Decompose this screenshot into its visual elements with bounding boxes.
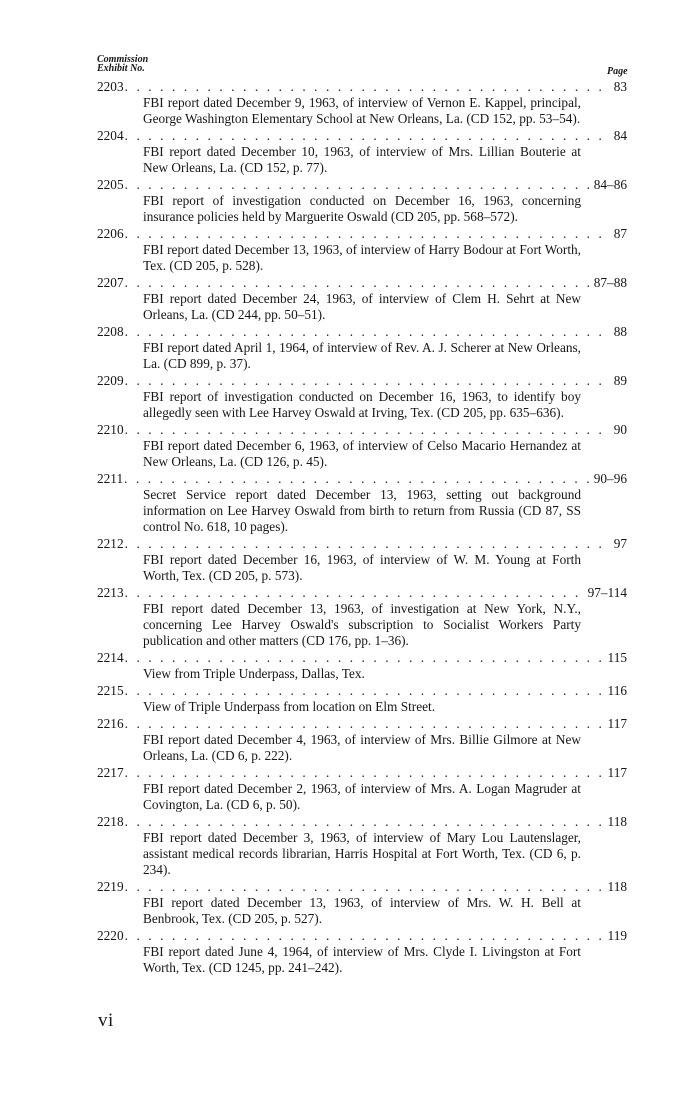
exhibit-number: 2218	[97, 814, 124, 829]
exhibit-number: 2208	[97, 324, 124, 339]
dot-leader	[125, 682, 604, 699]
exhibit-number: 2213	[97, 585, 124, 600]
dot-leader	[124, 470, 590, 487]
exhibit-entry	[97, 764, 627, 813]
dot-leader	[125, 764, 604, 781]
exhibit-number: 2204	[97, 128, 124, 143]
exhibit-entry	[97, 372, 627, 421]
page-reference: 84	[613, 128, 627, 143]
exhibit-description: FBI report dated December 24, 1963, of interview of Clem H. Sehrt at New Orleans, La. (CD 244, pp. 50–51).	[143, 291, 581, 322]
column-header-exhibit-line2: Exhibit No.	[97, 63, 145, 74]
dot-leader	[125, 813, 604, 830]
exhibit-description: FBI report dated December 16, 1963, of interview of W. M. Young at Forth Worth, Tex. (CD 205, p. 573).	[143, 552, 581, 583]
exhibit-number: 2219	[97, 879, 124, 894]
exhibit-entry	[97, 78, 627, 127]
exhibit-number: 2214	[97, 650, 124, 665]
dot-leader	[125, 649, 604, 666]
exhibit-number: 2205	[97, 177, 124, 192]
page-reference: 117	[607, 765, 627, 780]
exhibit-entry	[97, 323, 627, 372]
exhibit-number: 2215	[97, 683, 124, 698]
page-reference: 119	[607, 928, 627, 943]
exhibit-entry	[97, 927, 627, 976]
column-header-exhibit	[97, 55, 148, 73]
exhibit-description: FBI report dated December 4, 1963, of interview of Mrs. Billie Gilmore at New Orleans, La. (CD 6, p. 222).	[143, 732, 581, 763]
exhibit-description: View from Triple Underpass, Dallas, Tex.	[143, 666, 365, 681]
page-reference: 83	[613, 79, 627, 94]
exhibit-entry	[97, 274, 627, 323]
exhibit-description: View of Triple Underpass from location on Elm Street.	[143, 699, 436, 714]
page-reference: 89	[613, 373, 627, 388]
exhibit-number: 2209	[97, 373, 124, 388]
exhibit-description: FBI report dated December 6, 1963, of interview of Celso Macario Hernandez at New Orleans, La. (CD 126, p. 45).	[143, 438, 581, 469]
exhibit-number: 2220	[97, 928, 124, 943]
exhibit-number: 2207	[97, 275, 124, 290]
exhibit-entry-heading	[97, 225, 627, 242]
exhibit-entry	[97, 127, 627, 176]
page-reference: 87–88	[593, 275, 627, 290]
dot-leader	[125, 225, 610, 242]
exhibit-entry-heading	[97, 584, 627, 601]
exhibit-description: FBI report dated April 1, 1964, of interview of Rev. A. J. Scherer at New Orleans, La. (CD 899, p. 37).	[143, 340, 581, 371]
exhibit-entry	[97, 878, 627, 927]
exhibit-number: 2212	[97, 536, 124, 551]
exhibit-number: 2217	[97, 765, 124, 780]
exhibit-entry	[97, 813, 627, 878]
exhibit-description: FBI report dated December 9, 1963, of interview of Vernon E. Kappel, principal, George Washington Elementary School at New Orleans, La. (CD 152, pp. 53–54).	[143, 95, 581, 126]
exhibit-description: FBI report dated December 3, 1963, of interview of Mary Lou Lautenslager, assistant medical records librarian, Harris Hospital at Fort Worth, Tex. (CD 6, p. 234).	[143, 830, 581, 877]
exhibit-entry	[97, 225, 627, 274]
exhibit-description: FBI report of investigation conducted on December 16, 1963, concerning insurance policies held by Marguerite Oswald (CD 205, pp. 568–572).	[143, 193, 581, 224]
exhibit-number: 2211	[97, 471, 124, 486]
dot-leader	[125, 584, 584, 601]
exhibit-description: FBI report dated June 4, 1964, of interview of Mrs. Clyde I. Livingston at Fort Worth, Tex. (CD 1245, pp. 241–242).	[143, 944, 581, 975]
exhibit-entry	[97, 470, 627, 535]
page-reference: 118	[607, 814, 627, 829]
page-reference: 115	[607, 650, 627, 665]
dot-leader	[125, 927, 604, 944]
exhibit-entry-heading	[97, 127, 627, 144]
exhibit-entry-heading	[97, 421, 627, 438]
exhibit-number: 2203	[97, 79, 124, 94]
dot-leader	[125, 274, 590, 291]
page-reference: 84–86	[593, 177, 627, 192]
exhibit-entry	[97, 715, 627, 764]
exhibit-entry-heading	[97, 372, 627, 389]
exhibit-entry-heading	[97, 649, 627, 666]
exhibit-entry	[97, 584, 627, 649]
dot-leader	[125, 878, 604, 895]
exhibit-list	[97, 78, 627, 976]
exhibit-entry-heading	[97, 274, 627, 291]
page-reference: 118	[607, 879, 627, 894]
exhibit-entry-heading	[97, 78, 627, 95]
exhibit-entry	[97, 535, 627, 584]
page-reference: 117	[607, 716, 627, 731]
exhibit-entry-heading	[97, 927, 627, 944]
exhibit-description: FBI report dated December 10, 1963, of interview of Mrs. Lillian Bouterie at New Orleans, La. (CD 152, p. 77).	[143, 144, 581, 175]
exhibit-description: FBI report dated December 2, 1963, of interview of Mrs. A. Logan Magruder at Covington, La. (CD 6, p. 50).	[143, 781, 581, 812]
dot-leader	[125, 421, 610, 438]
dot-leader	[125, 323, 610, 340]
page-reference: 90	[613, 422, 627, 437]
exhibit-description: FBI report of investigation conducted on December 16, 1963, to identify boy allegedly seen with Lee Harvey Oswald at Irving, Tex. (CD 205, pp. 635–636).	[143, 389, 581, 420]
exhibit-entry	[97, 421, 627, 470]
page-reference: 97	[613, 536, 627, 551]
exhibit-entry-heading	[97, 535, 627, 552]
exhibit-entry-heading	[97, 878, 627, 895]
exhibit-entry-heading	[97, 176, 627, 193]
page-reference: 88	[613, 324, 627, 339]
page-number: vi	[98, 1010, 114, 1031]
exhibit-entry	[97, 176, 627, 225]
dot-leader	[125, 176, 590, 193]
exhibit-entry-heading	[97, 323, 627, 340]
page-reference: 90–96	[593, 471, 627, 486]
exhibit-number: 2206	[97, 226, 124, 241]
exhibit-entry-heading	[97, 813, 627, 830]
page-reference: 97–114	[587, 585, 627, 600]
exhibit-entry	[97, 649, 627, 682]
exhibit-description: FBI report dated December 13, 1963, of interview of Mrs. W. H. Bell at Benbrook, Tex. (CD 205, p. 527).	[143, 895, 581, 926]
exhibit-entry	[97, 682, 627, 715]
page-reference: 87	[613, 226, 627, 241]
dot-leader	[125, 715, 604, 732]
dot-leader	[125, 127, 610, 144]
exhibit-entry-heading	[97, 470, 627, 487]
dot-leader	[125, 372, 610, 389]
column-header-page: Page	[607, 66, 628, 77]
page-reference: 116	[607, 683, 627, 698]
exhibit-entry-heading	[97, 682, 627, 699]
column-header-exhibit-line1: Commission	[97, 54, 149, 65]
dot-leader	[125, 78, 610, 95]
exhibit-entry-heading	[97, 715, 627, 732]
exhibit-description: FBI report dated December 13, 1963, of investigation at New York, N.Y., concerning Lee Harvey Oswald's subscription to Socialist Workers Party publication and other matters (CD 176, pp. 1–36).	[143, 601, 581, 648]
dot-leader	[125, 535, 610, 552]
exhibit-description: Secret Service report dated December 13, 1963, setting out background information on Lee Harvey Oswald from birth to return from Russia (CD 87, SS control No. 618, 10 pages).	[143, 487, 581, 534]
exhibit-description: FBI report dated December 13, 1963, of interview of Harry Bodour at Fort Worth, Tex. (CD 205, p. 528).	[143, 242, 581, 273]
exhibit-number: 2216	[97, 716, 124, 731]
exhibit-entry-heading	[97, 764, 627, 781]
exhibit-number: 2210	[97, 422, 124, 437]
